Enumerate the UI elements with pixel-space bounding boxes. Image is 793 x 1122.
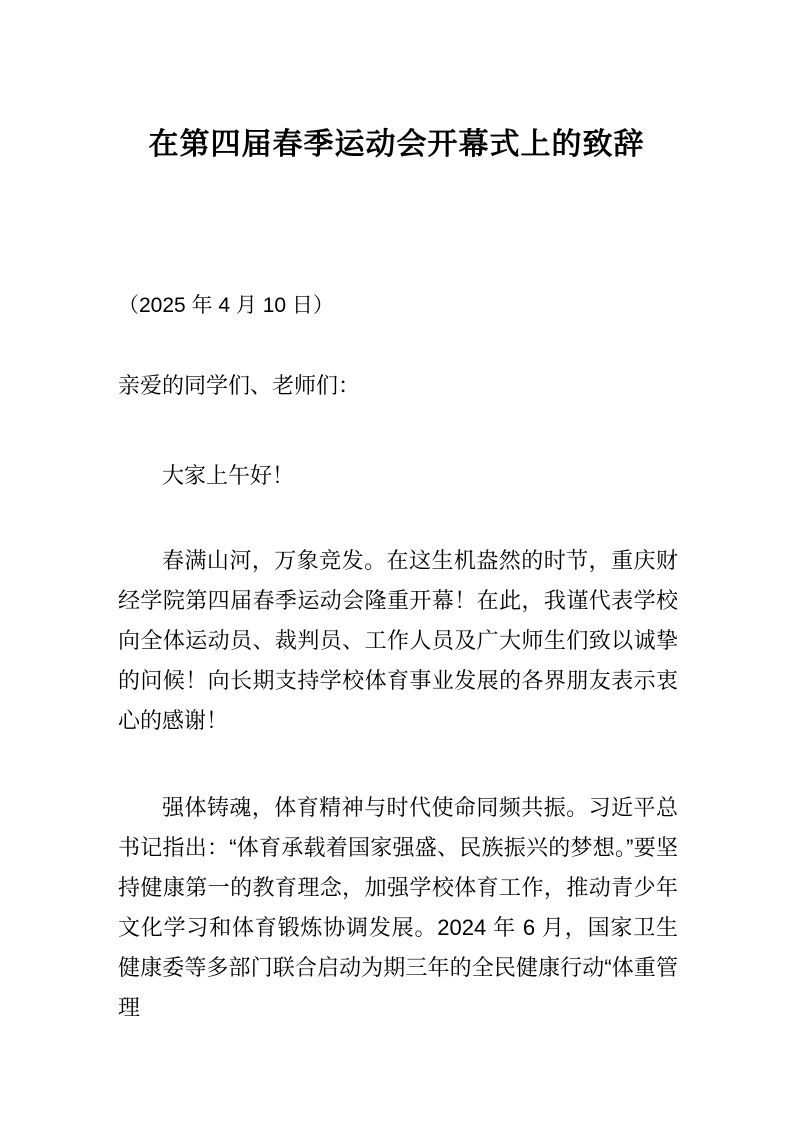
body-paragraph-1: 春满山河，万象竞发。在这生机盎然的时节，重庆财经学院第四届春季运动会隆重开幕！在此，我谨代表学校向全体运动员、裁判员、工作人员及广大师生们致以诚挚的问候！向长期支持学校体育事业发展的各界朋友表示衷心的感谢！ [118,548,678,733]
document-title: 在第四届春季运动会开幕式上的致辞 [148,128,645,161]
salutation-line: 亲爱的同学们、老师们： [118,373,361,398]
document-date-line: （2025 年 4 月 10 日） [118,294,334,317]
greeting-line: 大家上午好！ [162,463,295,488]
body-paragraph-2: 强体铸魂，体育精神与时代使命同频共振。习近平总书记指出：“体育承载着国家强盛、民族振兴的梦想。”要坚持健康第一的教育理念，加强学校体育工作，推动青少年文化学习和体育锻炼协调发展。2024 年 6 月，国家卫生健康委等多部门联合启动为期三年的全民健康行动“体重管理 [118,795,678,1020]
